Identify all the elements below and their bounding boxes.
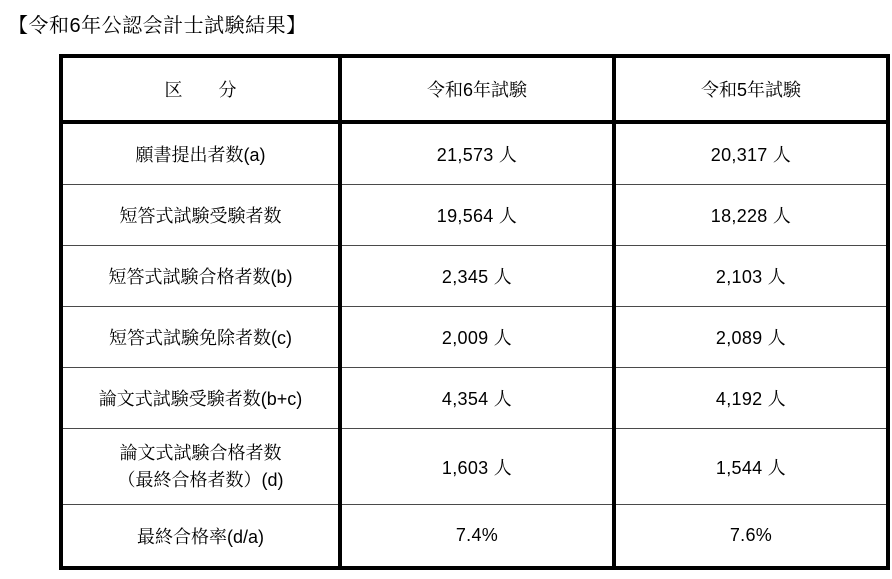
value-reiwa6: 21,573 人 [340, 122, 614, 185]
row-label: 願書提出者数(a) [61, 122, 340, 185]
table-row-short-answer-examinees [61, 185, 888, 246]
value-reiwa6: 19,564 人 [340, 185, 614, 246]
value-reiwa5: 1,544 人 [614, 429, 888, 505]
table-row-final-pass-rate [61, 505, 888, 569]
value-reiwa5: 2,089 人 [614, 307, 888, 368]
header-cell-reiwa6: 令和6年試験 [340, 56, 614, 122]
row-label: 論文式試験受験者数(b+c) [61, 368, 340, 429]
row-label: 短答式試験合格者数(b) [61, 246, 340, 307]
page-title: 【令和6年公認会計士試験結果】 [8, 15, 307, 37]
value-reiwa5: 18,228 人 [614, 185, 888, 246]
value-reiwa5: 7.6% [614, 505, 888, 569]
value-reiwa6: 2,009 人 [340, 307, 614, 368]
row-label: 最終合格率(d/a) [61, 505, 340, 569]
header-cell-category: 区 分 [61, 56, 340, 122]
value-reiwa5: 2,103 人 [614, 246, 888, 307]
header-cell-reiwa5: 令和5年試験 [614, 56, 888, 122]
value-reiwa6: 7.4% [340, 505, 614, 569]
table-row-short-answer-passers [61, 246, 888, 307]
row-label-line1: 論文式試験合格者数 [119, 442, 282, 463]
table-row-essay-examinees [61, 368, 888, 429]
row-label: 短答式試験受験者数 [61, 185, 340, 246]
row-label-line2: （最終合格者数）(d) [117, 469, 284, 490]
exam-results-table [59, 54, 890, 570]
table-row-applicants [61, 122, 888, 185]
table-row-short-answer-exempted [61, 307, 888, 368]
table-header-row [61, 56, 888, 122]
value-reiwa6: 1,603 人 [340, 429, 614, 505]
value-reiwa6: 2,345 人 [340, 246, 614, 307]
value-reiwa5: 20,317 人 [614, 122, 888, 185]
row-label: 短答式試験免除者数(c) [61, 307, 340, 368]
row-label [61, 429, 340, 505]
value-reiwa5: 4,192 人 [614, 368, 888, 429]
table-row-essay-passers [61, 429, 888, 505]
value-reiwa6: 4,354 人 [340, 368, 614, 429]
